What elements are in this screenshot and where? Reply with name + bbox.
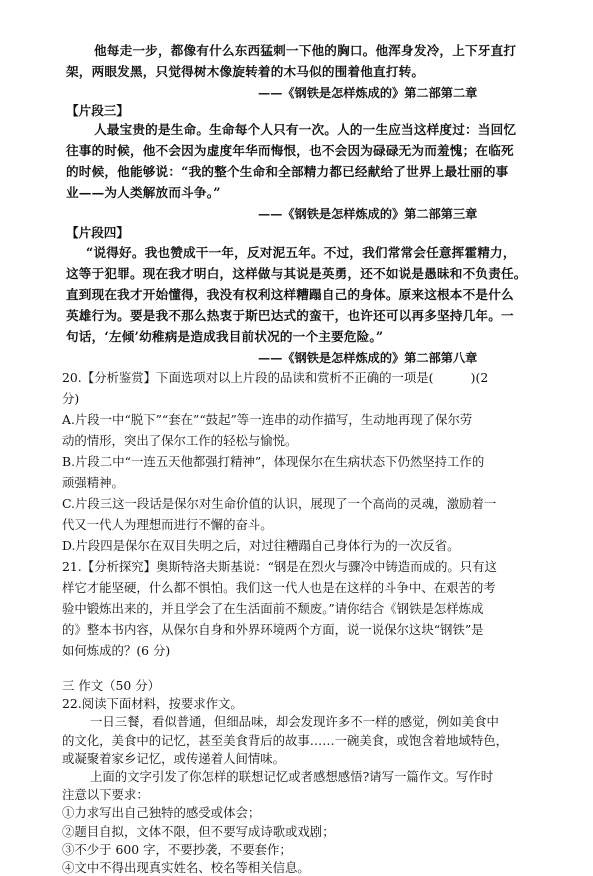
requirement-1: ①力求写出自己独特的感受或体会；	[62, 805, 261, 820]
fragment-4-text-line: 句话，‘左倾’幼稚病是造成我目前状况的一个主要危险。”	[66, 329, 384, 344]
excerpt-source: ——《钢铁是怎样炼成的》第二部第二章	[258, 86, 478, 100]
fragment-3-source: ——《钢铁是怎样炼成的》第二部第三章	[258, 207, 478, 221]
fragment-3-header: 【片段三】	[66, 103, 129, 118]
question-20-text: 分)	[62, 391, 80, 406]
question-22-prompt: 注意以下要求：	[62, 787, 149, 802]
requirement-2: ②题目自拟，文体不限，但不要写成诗歌或戏剧；	[62, 824, 335, 839]
option-b-text: 顽强精神。	[62, 475, 124, 490]
question-21-text: 样它才能坚硬，什么都不惧怕。我们这一代人也是在这样的斗争中、在艰苦的考	[62, 580, 496, 595]
question-21-text: 21.【分析探究】奥斯特洛夫斯基说：“钢是在烈火与骤冷中铸造而成的。只有这	[62, 559, 497, 574]
fragment-3-text-line: 往事的时候，他不会因为虚度年华而悔恨，也不会因为碌碌无为而羞愧；在临死	[66, 143, 514, 158]
fragment-4-source: ——《钢铁是怎样炼成的》第二部第八章	[258, 351, 478, 365]
question-20-text: 20.【分析鉴赏】下面选项对以上片段的品读和赏析不正确的一项是( )(2	[62, 370, 489, 385]
question-22-material: 的文化，美食中的记忆，甚至美食背后的故事……一碗美食，或饱含着地域特色，	[62, 733, 509, 748]
option-c-text: 代又一代人为理想而进行不懈的奋斗。	[62, 517, 273, 532]
excerpt-text-line: 架，两眼发黑，只觉得树木像旋转着的木马似的围着他直打转。	[66, 64, 425, 79]
question-21-text: 验中锻炼出来的，并且学会了在生活面前不颓废。”请你结合《钢铁是怎样炼成	[62, 601, 484, 616]
question-22-prompt: 上面的文字引发了你怎样的联想记忆或者感想感悟?请写一篇作文。写作时	[90, 769, 494, 784]
option-c-text: C.片段三这一段话是保尔对生命价值的认识，展现了一个高尚的灵魂，激励着一	[62, 496, 497, 511]
requirement-4: ④文中不得出现真实姓名、校名等相关信息。	[62, 860, 310, 875]
section-3-title: 三 作文（50 分）	[62, 678, 160, 693]
question-22-material: 或凝聚着家乡记忆，或传递着人间情味。	[62, 751, 286, 766]
fragment-4-header: 【片段四】	[66, 225, 129, 240]
question-21-text: 如何炼成的？(6 分)	[62, 643, 171, 658]
option-b-text: B.片段二中“一连五天他都强打精神”，体现保尔在生病状态下仍然坚持工作的	[62, 454, 485, 469]
fragment-4-text-line: 直到现在我才开始懂得，我没有权利这样糟蹋自己的身体。原来这根本不是什么	[66, 287, 514, 302]
excerpt-text-line: 他每走一步，都像有什么东西猛刺一下他的胸口。他浑身发冷，上下牙直打	[94, 43, 517, 58]
fragment-3-text-line: 的时候，他能够说：“我的整个生命和全部精力都已经献给了世界上最壮丽的事	[66, 164, 509, 179]
fragment-3-text-line: 业——为人类解放而斗争。”	[66, 185, 221, 200]
option-a-text: 动的情形，突出了保尔工作的轻松与愉悦。	[62, 433, 298, 448]
question-22-title: 22.阅读下面材料，按要求作文。	[62, 696, 243, 711]
option-a-text: A.片段一中“脱下”“套在”“鼓起”等一连串的动作描写，生动地再现了保尔劳	[62, 412, 473, 427]
fragment-4-text-line: 这等于犯罪。现在我才明白，这样做与其说是英勇，还不如说是愚昧和不负责任。	[66, 266, 527, 281]
requirement-3: ③不少于 600 字，不要抄袭，不要套作；	[62, 842, 292, 857]
fragment-3-text-line: 人最宝贵的是生命。生命每个人只有一次。人的一生应当这样度过：当回忆	[94, 122, 517, 137]
option-d-text: D.片段四是保尔在双目失明之后，对过往糟蹋自己身体行为的一次反省。	[62, 538, 460, 553]
fragment-4-text-line: “说得好。我也赞成干一年，反对泥五年。不过，我们常常会任意挥霍精力，	[86, 245, 516, 260]
question-21-text: 的》整本书内容，从保尔自身和外界环境两个方面，说一说保尔这块“钢铁”是	[62, 622, 484, 637]
question-22-material: 一日三餐，看似普通，但细品味，却会发现许多不一样的感觉，例如美食中	[90, 714, 499, 729]
fragment-4-text-line: 英雄行为。要是我不那么热衷于斯巴达式的蛮干，也许还可以再多坚持几年。一	[66, 308, 514, 323]
